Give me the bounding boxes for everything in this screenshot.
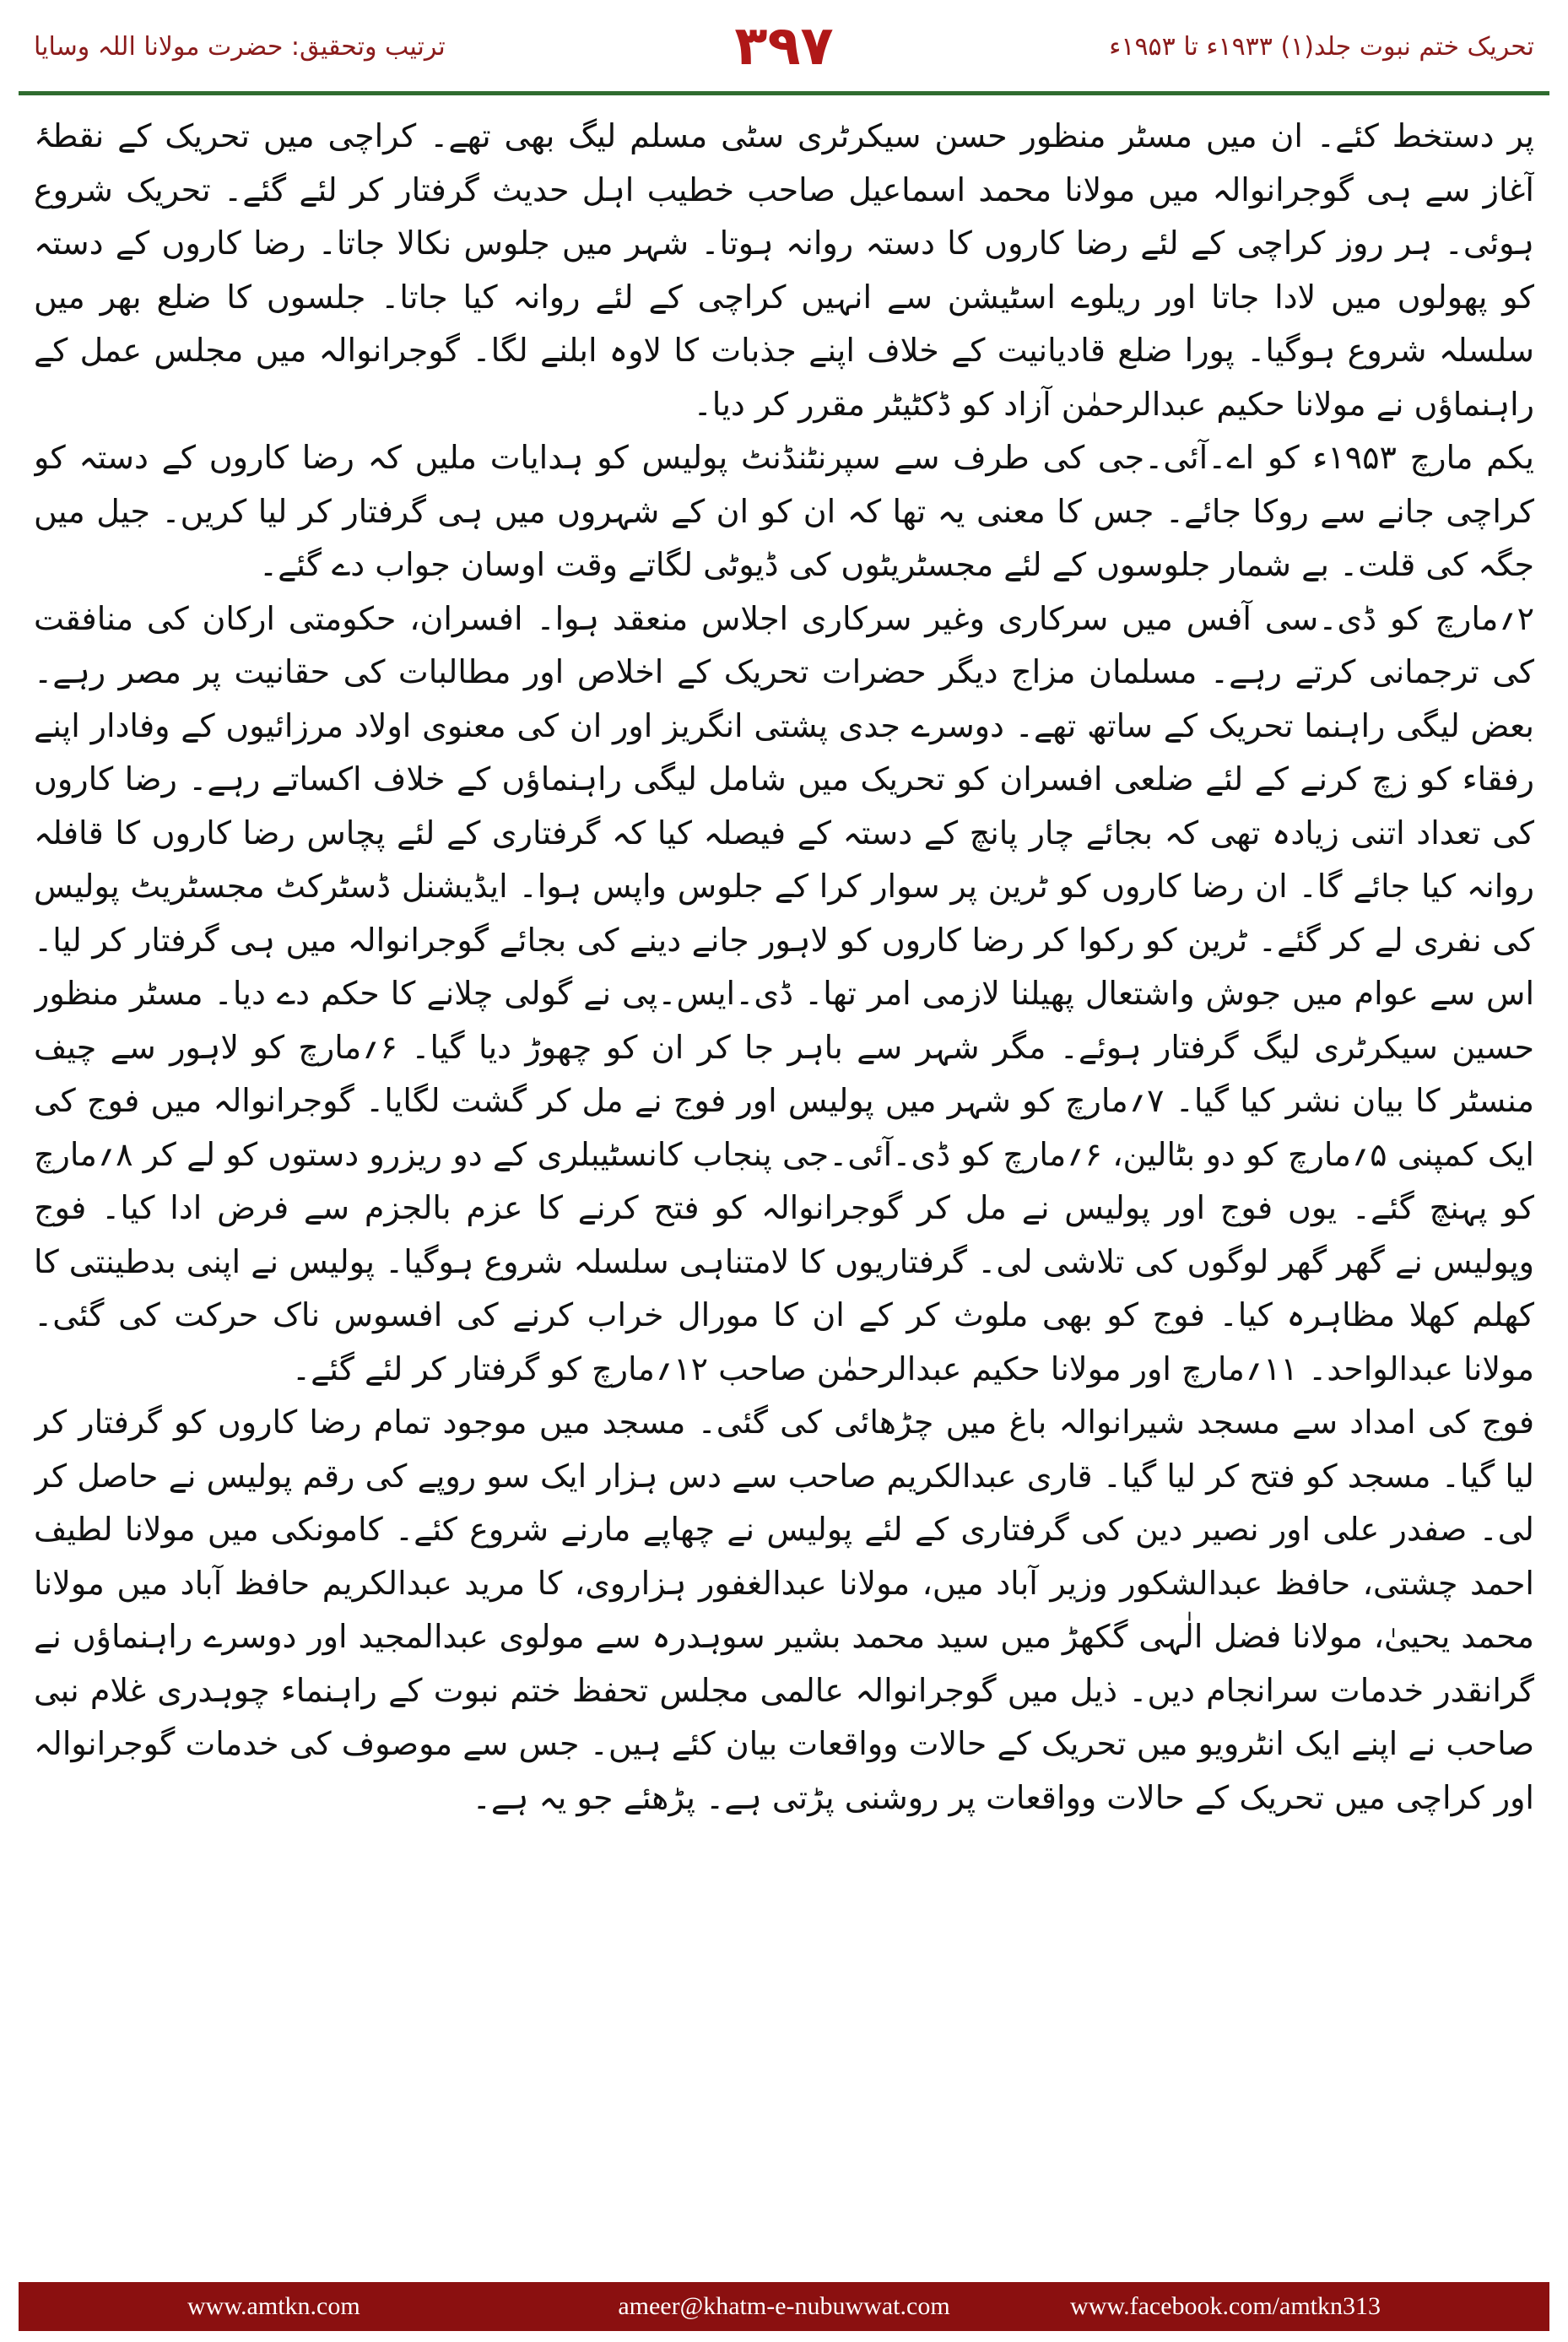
facebook-link[interactable]: www.facebook.com/amtkn313 [1070, 2292, 1381, 2320]
website-link[interactable]: www.amtkn.com [187, 2292, 360, 2320]
page-number: ۳۹۷ [734, 15, 834, 78]
page-footer [19, 2282, 1549, 2331]
paragraph-3: ۲؍مارچ کو ڈی۔سی آفس میں سرکاری وغیر سرکاری اجلاس منعقد ہوا۔ افسران، حکومتی ارکان کی منافقت کی ترجمانی کرتے رہے۔ مسلمان مزاج دیگر حضرات تحریک کے اخلاص اور مطالبات کی حقانیت پر مصر رہے۔ بعض لیگی راہنما تحریک کے ساتھ تھے۔ دوسرے جدی پشتی انگریز اور ان کی معنوی اولاد مرزائیوں کے وفادار اپنے رفقاء کو زچ کرنے کے لئے ضلعی افسران کو تحریک میں شامل لیگی راہنماؤں کے خلاف اکساتے رہے۔ رضا کاروں کی تعداد اتنی زیادہ تھی کہ بجائے چار پانچ کے دستہ کے فیصلہ کیا کہ گرفتاری کے لئے پچاس رضا کاروں کا قافلہ روانہ کیا جائے گا۔ ان رضا کاروں کو ٹرین پر سوار کرا کے جلوس واپس ہوا۔ ایڈیشنل ڈسٹرکٹ مجسٹریٹ پولیس کی نفری لے کر گئے۔ ٹرین کو رکوا کر رضا کاروں کو لاہور جانے دینے کی بجائے گوجرانوالہ میں ہی گرفتار کر لیا۔ اس سے عوام میں جوش واشتعال پھیلنا لازمی امر تھا۔ ڈی۔ایس۔پی نے گولی چلانے کا حکم دے دیا۔ مسٹر منظور حسین سیکرٹری لیگ گرفتار ہوئے۔ مگر شہر سے باہر جا کر ان کو چھوڑ دیا گیا۔ ۶؍مارچ کو لاہور سے چیف منسٹر کا بیان نشر کیا گیا۔ ۷؍مارچ کو شہر میں پولیس اور فوج نے مل کر گشت لگایا۔ گوجرانوالہ میں فوج کی ایک کمپنی ۵؍مارچ کو دو بٹالین، ۶؍مارچ کو ڈی۔آئی۔جی پنجاب کانسٹیبلری کے دو ریزرو دستوں کو لے کر ۸؍مارچ کو پہنچ گئے۔ یوں فوج اور پولیس نے مل کر گوجرانوالہ کو فتح کرنے کا عزم بالجزم سے فرض ادا کیا۔ فوج وپولیس نے گھر گھر لوگوں کی تلاشی لی۔ گرفتاریوں کا لامتناہی سلسلہ شروع ہوگیا۔ پولیس نے اپنی بدطینتی کا کھلم کھلا مظاہرہ کیا۔ فوج کو بھی ملوث کر کے ان کا مورال خراب کرنے کی افسوس ناک حرکت کی گئی۔ مولانا عبدالواحد۔ ۱۱؍مارچ اور مولانا حکیم عبدالرحمٰن صاحب ۱۲؍مارچ کو گرفتار کر لئے گئے۔ [34, 599, 1534, 1387]
page-header [0, 0, 1568, 93]
compiler-credit: ترتیب وتحقیق: حضرت مولانا اللہ وسایا [34, 32, 446, 62]
page-body [34, 110, 1534, 2262]
email-link[interactable]: ameer@khatm-e-nubuwwat.com [618, 2292, 950, 2320]
header-divider [19, 91, 1549, 95]
paragraph-4: فوج کی امداد سے مسجد شیرانوالہ باغ میں چڑھائی کی گئی۔ مسجد میں موجود تمام رضا کاروں کو گرفتار کر لیا گیا۔ مسجد کو فتح کر لیا گیا۔ قاری عبدالکریم صاحب سے دس ہزار ایک سو روپے کی رقم پولیس نے حاصل کر لی۔ صفدر علی اور نصیر دین کی گرفتاری کے لئے پولیس نے چھاپے مارنے شروع کئے۔ کامونکی میں مولانا لطیف احمد چشتی، حافظ عبدالشکور وزیر آباد میں، مولانا عبدالغفور ہزاروی، کا مرید عبدالکریم حافظ آباد میں مولانا محمد یحییٰ، مولانا فضل الٰہی گکھڑ میں سید محمد بشیر سوہدرہ سے مولوی عبدالمجید اور دوسرے راہنماؤں نے گرانقدر خدمات سرانجام دیں۔ ذیل میں گوجرانوالہ عالمی مجلس تحفظ ختم نبوت کے راہنماء چوہدری غلام نبی صاحب نے اپنے ایک انٹرویو میں تحریک کے حالات وواقعات بیان کئے ہیں۔ جس سے موصوف کی خدمات گوجرانوالہ اور کراچی میں تحریک کے حالات وواقعات پر روشنی پڑتی ہے۔ پڑھئے جو یہ ہے۔ [34, 1404, 1534, 1816]
paragraph-1: پر دستخط کئے۔ ان میں مسٹر منظور حسن سیکرٹری سٹی مسلم لیگ بھی تھے۔ کراچی میں تحریک کے نقطۂ آغاز سے ہی گوجرانوالہ میں مولانا محمد اسماعیل صاحب خطیب اہل حدیث گرفتار کر لئے گئے۔ تحریک شروع ہوئی۔ ہر روز کراچی کے لئے رضا کاروں کا دستہ روانہ ہوتا۔ شہر میں جلوس نکالا جاتا۔ رضا کاروں کے دستہ کو پھولوں میں لادا جاتا اور ریلوے اسٹیشن سے انہیں کراچی کے لئے روانہ کیا جاتا۔ جلسوں کا ضلع بھر میں سلسلہ شروع ہوگیا۔ پورا ضلع قادیانیت کے خلاف اپنے جذبات کا لاوہ ابلنے لگا۔ گوجرانوالہ میں مجلس عمل کے راہنماؤں نے مولانا حکیم عبدالرحمٰن آزاد کو ڈکٹیٹر مقرر کر دیا۔ [34, 117, 1534, 423]
paragraph-2: یکم مارچ ۱۹۵۳ء کو اے۔آئی۔جی کی طرف سے سپرنٹنڈنٹ پولیس کو ہدایات ملیں کہ رضا کاروں کے دستہ کو کراچی جانے سے روکا جائے۔ جس کا معنی یہ تھا کہ ان کو ان کے شہروں میں ہی گرفتار کر لیا کریں۔ جیل میں جگہ کی قلت۔ بے شمار جلوسوں کے لئے مجسٹریٹوں کی ڈیوٹی لگاتے وقت اوسان جواب دے گئے۔ [34, 439, 1534, 583]
book-title: تحریک ختم نبوت جلد(۱) ۱۹۳۳ء تا ۱۹۵۳ء [1109, 32, 1534, 62]
